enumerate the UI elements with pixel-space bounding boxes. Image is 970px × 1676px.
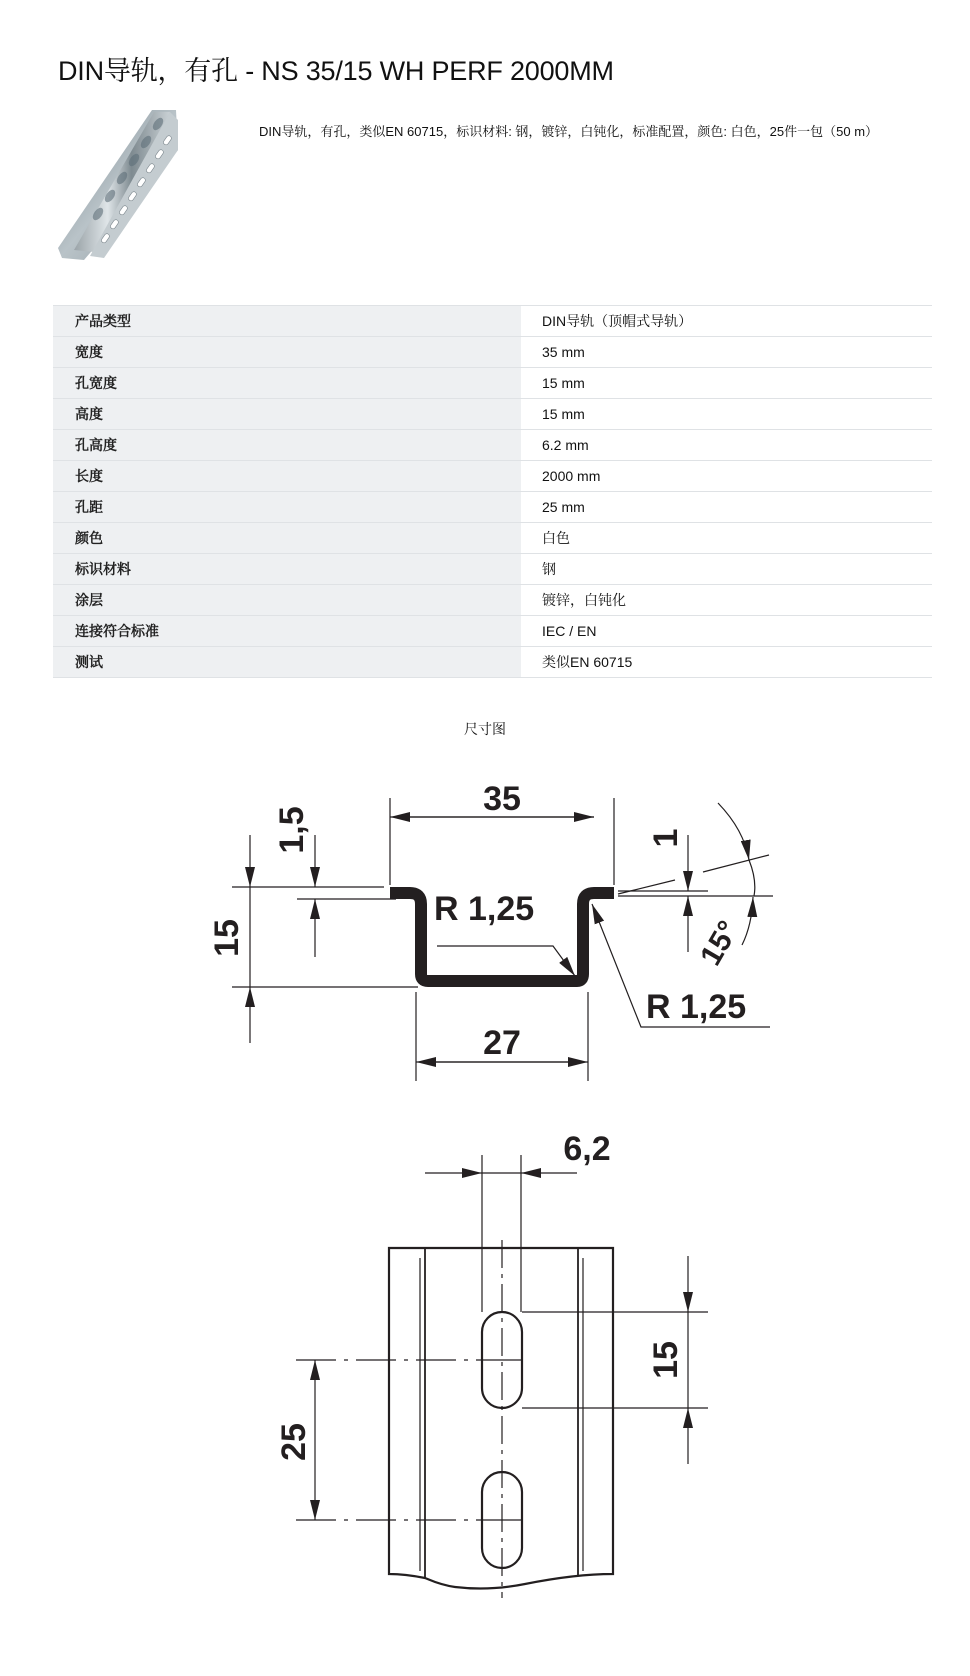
dim-width-top: 35 <box>483 780 521 818</box>
spec-value: IEC / EN <box>521 616 932 647</box>
spec-value: 白色 <box>521 523 932 554</box>
spec-value: 25 mm <box>521 492 932 523</box>
spec-label: 标识材料 <box>53 554 521 585</box>
product-description: DIN导轨，有孔，类似EN 60715，标识材料: 钢，镀锌，白钝化，标准配置，颜色: 白色，25件一包（50 m） <box>259 124 879 139</box>
dimension-drawing-label: 尺寸图 <box>464 721 506 737</box>
spec-label: 长度 <box>53 461 521 492</box>
spec-value: 6.2 mm <box>521 430 932 461</box>
dim-slot-pitch: 25 <box>275 1423 313 1461</box>
spec-label: 孔宽度 <box>53 368 521 399</box>
dim-radius-outer: R 1,25 <box>646 988 747 1026</box>
spec-label: 孔高度 <box>53 430 521 461</box>
profile-dimension-labels <box>208 780 746 1062</box>
spec-value: 类似EN 60715 <box>521 647 932 678</box>
spec-label: 连接符合标准 <box>53 616 521 647</box>
spec-value: 35 mm <box>521 337 932 368</box>
dim-height: 15 <box>208 919 246 957</box>
spec-value: DIN导轨（顶帽式导轨） <box>521 306 932 337</box>
dim-width-bottom: 27 <box>483 1024 521 1062</box>
dim-flange-offset: 1 <box>647 828 685 848</box>
spec-label: 测试 <box>53 647 521 678</box>
spec-label: 涂层 <box>53 585 521 616</box>
spec-label: 产品类型 <box>53 306 521 337</box>
top-view-dimension-labels <box>275 1130 685 1461</box>
dim-radius-inner: R 1,25 <box>434 890 535 928</box>
spec-value: 钢 <box>521 554 932 585</box>
spec-label: 颜色 <box>53 523 521 554</box>
spec-label: 宽度 <box>53 337 521 368</box>
page-title: DIN导轨，有孔 - NS 35/15 WH PERF 2000MM <box>58 56 614 86</box>
dim-thickness: 1,5 <box>273 806 311 854</box>
spec-value: 镀锌，白钝化 <box>521 585 932 616</box>
spec-label: 高度 <box>53 399 521 430</box>
dim-angle: 15° <box>694 915 746 972</box>
spec-value: 15 mm <box>521 368 932 399</box>
spec-label: 孔距 <box>53 492 521 523</box>
dim-slot-width: 6,2 <box>563 1130 611 1168</box>
spec-value: 15 mm <box>521 399 932 430</box>
dim-slot-length: 15 <box>647 1341 685 1379</box>
spec-value: 2000 mm <box>521 461 932 492</box>
